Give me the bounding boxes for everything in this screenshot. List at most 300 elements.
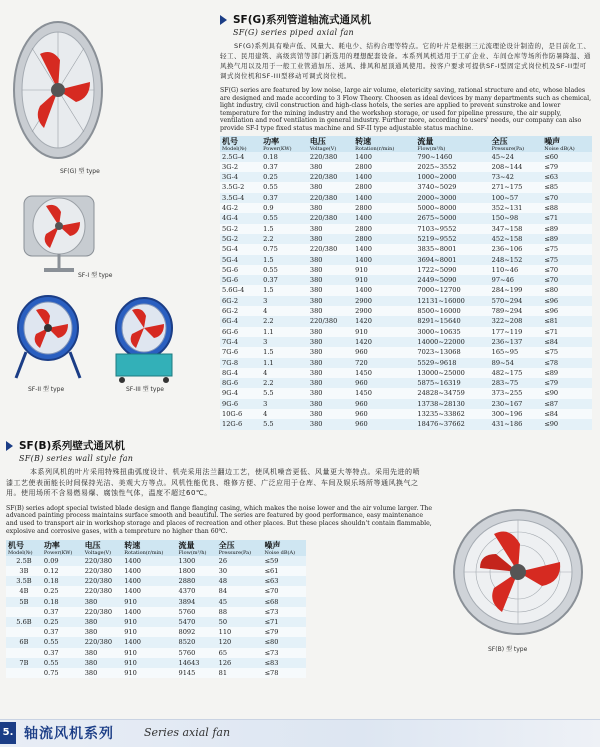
- table-cell: 6B: [6, 637, 42, 647]
- table-cell: 8291~15640: [415, 316, 489, 326]
- table-cell: 8520: [177, 637, 217, 647]
- table-cell: 380: [308, 182, 353, 192]
- table-cell: 373~255: [490, 388, 543, 398]
- table-cell: 5529~9618: [415, 358, 489, 368]
- sf1-caption: SF-I 型 type: [78, 272, 113, 279]
- table-header: [217, 540, 263, 556]
- table-cell: 5470: [177, 617, 217, 627]
- sfg-title-en: SF(G) series piped axial fan: [233, 28, 355, 37]
- table-cell: 10G-6: [220, 409, 261, 419]
- table-cell: 720: [353, 358, 415, 368]
- table-cell: ≤73: [263, 648, 306, 658]
- table-cell: 4: [261, 368, 308, 378]
- table-cell: 7000~12700: [415, 285, 489, 295]
- table-cell: 2800: [353, 224, 415, 234]
- table-cell: 6G-4: [220, 316, 261, 326]
- table-row: [220, 347, 592, 357]
- table-cell: 220/380: [83, 586, 123, 596]
- table-cell: ≤83: [263, 658, 306, 668]
- table-cell: 283~75: [490, 378, 543, 388]
- table-header: [42, 540, 83, 556]
- table-cell: 0.9: [261, 203, 308, 213]
- table-cell: 3G-2: [220, 162, 261, 172]
- header-label-en: Model(№): [8, 549, 33, 556]
- table-cell: ≤90: [542, 388, 592, 398]
- table-row: [220, 368, 592, 378]
- table-cell: 322~208: [490, 316, 543, 326]
- table-cell: ≤89: [542, 224, 592, 234]
- header-label-zh: 转速: [124, 540, 141, 550]
- header-label-zh: 噪声: [544, 136, 561, 146]
- sfb-caption: SF(B) 型 type: [488, 646, 528, 653]
- table-cell: 0.37: [42, 648, 83, 658]
- table-cell: 8G-4: [220, 368, 261, 378]
- table-row: [220, 409, 592, 419]
- table-header: [263, 540, 306, 556]
- table-cell: 5B: [6, 597, 42, 607]
- table-row: [220, 316, 592, 326]
- table-cell: 380: [308, 296, 353, 306]
- table-cell: 5G-4: [220, 244, 261, 254]
- sf2-fan-image: [8, 292, 90, 382]
- table-cell: 2025~3552: [415, 162, 489, 172]
- table-cell: 380: [83, 658, 123, 668]
- table-cell: 0.18: [261, 152, 308, 162]
- header-label-en: Power(KW): [43, 549, 73, 556]
- table-cell: 1.5: [261, 224, 308, 234]
- table-cell: 2.2: [261, 378, 308, 388]
- table-cell: 1400: [353, 213, 415, 223]
- table-cell: 1400: [122, 576, 176, 586]
- table-cell: 0.25: [42, 617, 83, 627]
- table-cell: 3894: [177, 597, 217, 607]
- table-cell: 1722~5090: [415, 265, 489, 275]
- table-cell: 6G-6: [220, 327, 261, 337]
- table-cell: 380: [308, 368, 353, 378]
- table-header: [261, 136, 308, 152]
- table-cell: 380: [308, 347, 353, 357]
- table-cell: 1400: [122, 556, 176, 566]
- sfg-spec-table: [220, 136, 592, 430]
- table-cell: 5000~8000: [415, 203, 489, 213]
- table-cell: ≤90: [542, 419, 592, 429]
- table-row: [220, 388, 592, 398]
- table-cell: 1400: [353, 193, 415, 203]
- sfg-caption: SF(G) 型 type: [60, 168, 100, 175]
- table-cell: 1800: [177, 566, 217, 576]
- table-cell: ≤71: [263, 617, 306, 627]
- table-row: [6, 607, 306, 617]
- table-cell: 910: [122, 648, 176, 658]
- table-cell: 4: [261, 409, 308, 419]
- table-cell: ≤60: [542, 152, 592, 162]
- table-cell: 7G-8: [220, 358, 261, 368]
- table-cell: 3: [261, 296, 308, 306]
- table-row: [220, 419, 592, 429]
- header-label-en: Model(№): [222, 145, 247, 152]
- table-cell: 910: [122, 668, 176, 678]
- table-cell: 0.18: [42, 597, 83, 607]
- table-cell: 1.5: [261, 347, 308, 357]
- table-cell: 380: [308, 306, 353, 316]
- table-cell: 65: [217, 648, 263, 658]
- table-cell: 26: [217, 556, 263, 566]
- header-label-zh: 流量: [417, 136, 434, 146]
- header-label-en: Power(KW): [263, 145, 292, 152]
- table-cell: 380: [308, 203, 353, 213]
- table-cell: 3.5G-2: [220, 182, 261, 192]
- table-row: [220, 265, 592, 275]
- table-cell: ≤81: [542, 316, 592, 326]
- table-cell: 271~175: [490, 182, 543, 192]
- table-row: [220, 224, 592, 234]
- table-row: [6, 586, 306, 596]
- table-cell: 8092: [177, 627, 217, 637]
- table-cell: 18476~37662: [415, 419, 489, 429]
- table-cell: 7B: [6, 658, 42, 668]
- header-label-zh: 机号: [8, 540, 24, 550]
- table-cell: 1300: [177, 556, 217, 566]
- table-cell: 1.1: [261, 358, 308, 368]
- table-row: [6, 617, 306, 627]
- table-cell: [6, 668, 42, 678]
- table-cell: 910: [122, 658, 176, 668]
- table-cell: 790~1460: [415, 152, 489, 162]
- table-cell: 89~54: [490, 358, 543, 368]
- table-cell: 3835~8001: [415, 244, 489, 254]
- table-cell: 380: [308, 285, 353, 295]
- table-cell: 1400: [353, 152, 415, 162]
- table-cell: 236~137: [490, 337, 543, 347]
- table-cell: 8500~16000: [415, 306, 489, 316]
- table-row: [220, 358, 592, 368]
- table-cell: 0.75: [42, 668, 83, 678]
- table-cell: 1400: [122, 607, 176, 617]
- table-cell: 12G-6: [220, 419, 261, 429]
- table-cell: 910: [353, 265, 415, 275]
- table-row: [220, 162, 592, 172]
- table-cell: 3: [261, 337, 308, 347]
- table-row: [220, 244, 592, 254]
- table-cell: 380: [83, 648, 123, 658]
- table-row: [220, 327, 592, 337]
- table-cell: 220/380: [83, 637, 123, 647]
- table-cell: ≤70: [542, 193, 592, 203]
- header-label-en: Voltage(V): [309, 145, 337, 152]
- table-cell: 220/380: [308, 316, 353, 326]
- table-cell: 380: [308, 388, 353, 398]
- table-cell: 220/380: [83, 607, 123, 617]
- table-cell: ≤96: [542, 296, 592, 306]
- table-cell: 5.5: [261, 388, 308, 398]
- table-row: [220, 337, 592, 347]
- table-cell: 284~199: [490, 285, 543, 295]
- table-row: [6, 648, 306, 658]
- table-cell: 5.6G-4: [220, 285, 261, 295]
- sfg-section: [220, 12, 592, 430]
- table-cell: 380: [308, 337, 353, 347]
- table-cell: 7G-4: [220, 337, 261, 347]
- table-header: [83, 540, 123, 556]
- table-cell: ≤78: [263, 668, 306, 678]
- header-label-zh: 电压: [84, 540, 101, 550]
- table-cell: 910: [122, 597, 176, 607]
- sf3-fan-image: [102, 296, 182, 384]
- table-cell: 13000~25000: [415, 368, 489, 378]
- table-cell: 9G-6: [220, 399, 261, 409]
- sfb-title-en: SF(B) series wall style fan: [19, 454, 134, 463]
- table-cell: ≤70: [542, 275, 592, 285]
- sf2-caption: SF-II 型 type: [28, 386, 65, 393]
- table-cell: 380: [308, 234, 353, 244]
- table-cell: 2900: [353, 306, 415, 316]
- table-cell: 177~119: [490, 327, 543, 337]
- table-cell: 2880: [177, 576, 217, 586]
- table-cell: ≤70: [542, 265, 592, 275]
- table-cell: 220/380: [308, 193, 353, 203]
- table-cell: ≤75: [542, 244, 592, 254]
- table-header: [542, 136, 592, 152]
- header-label-zh: 电压: [309, 136, 326, 146]
- table-cell: 3G-4: [220, 172, 261, 182]
- sfb-description-en: SF(B) series adopt special twisted blade design and flange flanging casing, which makes the noise lower and the air volume larger. The advanced painting process maintains surface smooth and beautiful. The series are featured by good performance, easy maintenance and used to transport air in workshop storage and places of recreation and other places. But these places shouldn't contain flammable, explosive and corrosive gases, with a tempreture no higher than 60℃.: [6, 504, 433, 535]
- header-label-en: Flow(m³/h): [417, 145, 446, 152]
- table-cell: 5760: [177, 607, 217, 617]
- table-cell: 380: [308, 224, 353, 234]
- header-label-zh: 功率: [43, 540, 60, 550]
- table-cell: 220/380: [308, 172, 353, 182]
- table-cell: 4370: [177, 586, 217, 596]
- table-cell: 5G-6: [220, 265, 261, 275]
- table-row: [220, 378, 592, 388]
- table-cell: 48: [217, 576, 263, 586]
- table-cell: 0.55: [42, 637, 83, 647]
- table-cell: ≤96: [542, 306, 592, 316]
- table-cell: ≤73: [263, 607, 306, 617]
- table-cell: ≤63: [542, 172, 592, 182]
- table-cell: 220/380: [83, 576, 123, 586]
- table-cell: 570~294: [490, 296, 543, 306]
- table-cell: 380: [308, 327, 353, 337]
- table-cell: 452~158: [490, 234, 543, 244]
- table-cell: 3000~10635: [415, 327, 489, 337]
- sf3-caption: SF-III 型 type: [126, 386, 164, 393]
- table-cell: 0.12: [42, 566, 83, 576]
- product-images: [8, 14, 180, 424]
- table-row: [220, 275, 592, 285]
- table-cell: 220/380: [83, 556, 123, 566]
- table-cell: 960: [353, 399, 415, 409]
- table-cell: 7023~13068: [415, 347, 489, 357]
- footer-title-en: Series axial fan: [144, 726, 231, 739]
- table-cell: 4B: [6, 586, 42, 596]
- table-cell: 2800: [353, 162, 415, 172]
- table-cell: 380: [83, 597, 123, 607]
- table-cell: 0.55: [261, 265, 308, 275]
- header-label-zh: 噪声: [264, 540, 281, 550]
- sfb-title-block: [6, 438, 446, 463]
- table-cell: 126: [217, 658, 263, 668]
- table-cell: 5875~16319: [415, 378, 489, 388]
- table-cell: 910: [122, 627, 176, 637]
- sfb-section: [6, 438, 446, 678]
- table-row: [220, 152, 592, 162]
- table-row: [6, 637, 306, 647]
- sfb-description-zh: 本系列风机的叶片采用特殊扭曲弧度设计、机壳采用法兰翻边工艺，使风机噪音更低、风量更大等特点。采用先进的喷漆工艺使表面能长时间保持光洁、美观大方等点。风机性能优良、维修方便、广泛应用于仓库、车间及娱乐场所等通风换气之用。使用场所不含易燃易爆、腐蚀性气体，温度不超过60℃。: [6, 468, 420, 497]
- header-label-en: Flow(m³/h): [178, 549, 207, 556]
- table-cell: 12131~16000: [415, 296, 489, 306]
- table-cell: 960: [353, 347, 415, 357]
- table-cell: 960: [353, 419, 415, 429]
- table-header: [308, 136, 353, 152]
- table-cell: 84: [217, 586, 263, 596]
- table-cell: 220/380: [308, 152, 353, 162]
- table-cell: 5G-2: [220, 234, 261, 244]
- table-cell: 8G-6: [220, 378, 261, 388]
- table-cell: 910: [353, 275, 415, 285]
- table-cell: 7103~9552: [415, 224, 489, 234]
- table-cell: 5G-6: [220, 275, 261, 285]
- table-cell: 5.6B: [6, 617, 42, 627]
- table-row: [6, 627, 306, 637]
- header-label-en: Noise dB(A): [264, 549, 296, 556]
- sfb-title-zh: SF(B)系列壁式通风机: [19, 440, 125, 452]
- header-label-en: Rotation(r/min): [124, 549, 164, 556]
- table-cell: 0.37: [42, 627, 83, 637]
- table-cell: 5G-2: [220, 224, 261, 234]
- table-cell: 3740~5029: [415, 182, 489, 192]
- table-row: [6, 566, 306, 576]
- table-cell: 4: [261, 306, 308, 316]
- table-cell: 0.37: [261, 193, 308, 203]
- table-header: [353, 136, 415, 152]
- table-cell: 1400: [353, 244, 415, 254]
- table-cell: 220/380: [83, 566, 123, 576]
- table-cell: 1450: [353, 368, 415, 378]
- table-cell: 910: [353, 327, 415, 337]
- sfg-title-zh: SF(G)系列管道轴流式通风机: [233, 14, 371, 26]
- table-cell: 2675~5000: [415, 213, 489, 223]
- table-cell: 0.37: [261, 162, 308, 172]
- sfg-description-zh: SF(G)系列具有噪声低、风量大、耗电少、结构合理等特点。它的叶片是根据三元流理论设计制造的，是目前化工、轻工、民用建筑、高级宾馆等部门新选用的理想配套设备。本系列风机适用于工矿企业、车间仓库等场所作防暑降温、通风换气用以及用于一般工业管道加压、送风、排风和屋顶通风使用。按客户要求可提供SF-I型固定式岗位机及SF-II型可调式岗位机和SF-III型移动可调式岗位机。: [220, 42, 591, 80]
- table-cell: 1400: [122, 637, 176, 647]
- header-label-zh: 流量: [178, 540, 195, 550]
- sfb-spec-table: [6, 540, 306, 678]
- table-cell: 380: [83, 627, 123, 637]
- table-header: [490, 136, 543, 152]
- table-cell: 110: [217, 627, 263, 637]
- table-cell: 230~167: [490, 399, 543, 409]
- table-cell: 6G-2: [220, 296, 261, 306]
- table-row: [220, 213, 592, 223]
- table-cell: 45: [217, 597, 263, 607]
- table-cell: 1400: [122, 586, 176, 596]
- table-cell: ≤59: [263, 556, 306, 566]
- page-number: 5.: [0, 722, 16, 744]
- table-row: [6, 576, 306, 586]
- table-cell: 380: [308, 419, 353, 429]
- table-cell: 0.55: [261, 213, 308, 223]
- table-cell: ≤84: [542, 409, 592, 419]
- table-cell: 380: [308, 378, 353, 388]
- table-cell: 4G-4: [220, 213, 261, 223]
- table-row: [220, 255, 592, 265]
- table-cell: 9G-4: [220, 388, 261, 398]
- table-cell: 1450: [353, 388, 415, 398]
- table-cell: ≤79: [542, 162, 592, 172]
- table-cell: 0.75: [261, 244, 308, 254]
- table-cell: 910: [122, 617, 176, 627]
- table-cell: ≤80: [263, 637, 306, 647]
- table-cell: 2800: [353, 203, 415, 213]
- table-cell: 1.5: [261, 255, 308, 265]
- table-cell: 2.2: [261, 316, 308, 326]
- table-cell: 14643: [177, 658, 217, 668]
- table-cell: [6, 648, 42, 658]
- table-row: [6, 668, 306, 678]
- table-cell: ≤88: [542, 203, 592, 213]
- table-cell: 24828~34759: [415, 388, 489, 398]
- table-cell: 300~196: [490, 409, 543, 419]
- table-cell: 960: [353, 409, 415, 419]
- bullet-triangle-icon: [6, 441, 13, 451]
- table-row: [220, 193, 592, 203]
- table-cell: ≤85: [542, 182, 592, 192]
- table-cell: 150~98: [490, 213, 543, 223]
- table-row: [6, 597, 306, 607]
- table-cell: 88: [217, 607, 263, 617]
- table-cell: 2800: [353, 182, 415, 192]
- table-cell: 97~46: [490, 275, 543, 285]
- table-row: [220, 306, 592, 316]
- table-cell: 431~186: [490, 419, 543, 429]
- table-cell: 81: [217, 668, 263, 678]
- table-header: [177, 540, 217, 556]
- table-row: [6, 658, 306, 668]
- table-cell: ≤80: [542, 285, 592, 295]
- table-cell: ≤70: [263, 586, 306, 596]
- table-cell: 789~294: [490, 306, 543, 316]
- table-row: [220, 285, 592, 295]
- table-cell: 380: [83, 617, 123, 627]
- table-cell: 2800: [353, 234, 415, 244]
- table-cell: 5.5: [261, 419, 308, 429]
- table-cell: [6, 627, 42, 637]
- table-cell: 2.5B: [6, 556, 42, 566]
- table-cell: 13235~33862: [415, 409, 489, 419]
- table-cell: [6, 607, 42, 617]
- table-cell: 482~175: [490, 368, 543, 378]
- table-cell: 2.2: [261, 234, 308, 244]
- table-row: [220, 399, 592, 409]
- table-header: [415, 136, 489, 152]
- header-label-zh: 转速: [355, 136, 372, 146]
- table-row: [220, 296, 592, 306]
- table-cell: 380: [308, 275, 353, 285]
- table-cell: 1.1: [261, 327, 308, 337]
- table-cell: 5760: [177, 648, 217, 658]
- table-cell: 6G-2: [220, 306, 261, 316]
- table-cell: 0.25: [42, 586, 83, 596]
- table-cell: 1.5: [261, 285, 308, 295]
- table-cell: 7G-6: [220, 347, 261, 357]
- table-cell: ≤61: [263, 566, 306, 576]
- table-cell: 2449~5090: [415, 275, 489, 285]
- table-cell: 14000~22000: [415, 337, 489, 347]
- table-cell: 220/380: [308, 244, 353, 254]
- table-row: [220, 172, 592, 182]
- sf1-fan-image: [14, 186, 114, 276]
